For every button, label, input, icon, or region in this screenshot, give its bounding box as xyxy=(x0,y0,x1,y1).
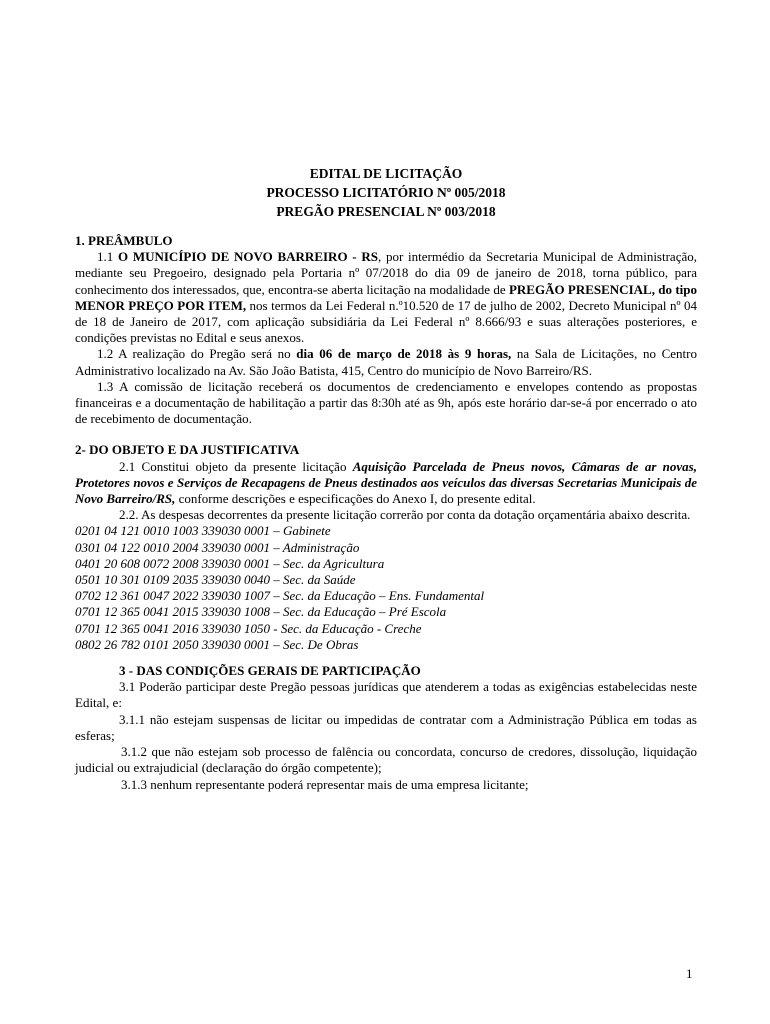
paragraph-2-1 xyxy=(75,459,697,508)
paragraph-1-1-text: , por intermédio da Secretaria Municipal de Administração, mediante seu Pregoeiro, designado pela Portaria nº 07/2018 do dia 09 de janeiro de 2018, torna público, para conhecimento dos interessados, que, encontra-se aberta licitação na modalidade de xyxy=(75,249,697,297)
paragraph-2-1-text: 2.1 Constitui objeto da presente licitação xyxy=(119,458,353,474)
section-3-heading: 3 - DAS CONDIÇÕES GERAIS DE PARTICIPAÇÃO xyxy=(119,663,421,679)
budget-line: 0401 20 608 0072 2008 339030 0001 – Sec. da Agricultura xyxy=(75,555,385,571)
document-title-block xyxy=(75,164,697,221)
auction-date: dia 06 de março de 2018 às 9 horas, xyxy=(296,346,512,362)
paragraph-2-2: 2.2. As despesas decorrentes da presente licitação correrão por conta da dotação orçamentária abaixo descrita. xyxy=(119,507,691,523)
document-title: EDITAL DE LICITAÇÃO xyxy=(309,166,463,181)
budget-line: 0702 12 361 0047 2022 339030 1007 – Sec. da Educação – Ens. Fundamental xyxy=(75,588,485,604)
object-description: Aquisição Parcelada de Pneus novos, Câmaras de ar novas, Protetores novos e Serviços de Recapagens de Pneus destinados aos veículos das diversas Secretarias Municipais de Novo Barreiro/RS, xyxy=(75,458,697,507)
budget-line: 0301 04 122 0010 2004 339030 0001 – Administração xyxy=(75,539,360,555)
budget-line: 0501 10 301 0109 2035 339030 0040 – Sec. da Saúde xyxy=(75,572,356,588)
paragraph-3-1-2: 3.1.2 que não estejam sob processo de falência ou concordata, concurso de credores, dissolução, liquidação judicial ou extrajudicial (declaração do órgão competente); xyxy=(75,744,697,776)
paragraph-3-1-1: 3.1.1 não estejam suspensas de licitar ou impedidas de contratar com a Administração Pública em todas as esferas; xyxy=(75,711,697,743)
paragraph-1-1 xyxy=(75,249,697,346)
municipality-name: O MUNICÍPIO DE NOVO BARREIRO - RS xyxy=(117,249,378,265)
budget-line: 0701 12 365 0041 2015 339030 1008 – Sec. da Educação – Pré Escola xyxy=(75,604,447,620)
pregao-number: PREGÃO PRESENCIAL Nº 003/2018 xyxy=(276,204,496,219)
section-1-heading: 1. PREÂMBULO xyxy=(75,233,173,248)
modality-text: PREGÃO PRESENCIAL, do tipo MENOR PREÇO POR ITEM, xyxy=(75,281,697,313)
budget-line: 0201 04 121 0010 1003 339030 0001 – Gabinete xyxy=(75,523,331,539)
paragraph-3-1: 3.1 Poderão participar deste Pregão pessoas jurídicas que atenderem a todas as exigências estabelecidas neste Edital, e: xyxy=(75,679,697,711)
section-2-heading: 2- DO OBJETO E DA JUSTIFICATIVA xyxy=(75,442,300,458)
paragraph-1-2-tail: na Sala de Licitações, no Centro Administrativo localizado na Av. São João Batista, 415, Centro do município de Novo Barreiro/RS. xyxy=(75,346,697,378)
paragraph-1-1-number: 1.1 xyxy=(97,249,118,265)
paragraph-3-1-3: 3.1.3 nenhum representante poderá representar mais de uma empresa licitante; xyxy=(121,776,529,792)
paragraph-1-1-tail: nos termos da Lei Federal n.º10.520 de 17 de julho de 2002, Decreto Municipal nº 04 de 18 de Janeiro de 2017, com aplicação subsidiária da Lei Federal nº 8.666/93 e suas alterações posteriores, e condições previstas no Edital e seus anexos. xyxy=(75,297,697,346)
document-page xyxy=(75,164,697,793)
paragraph-1-2-text: 1.2 A realização do Pregão será no xyxy=(97,346,297,362)
page-number: 1 xyxy=(686,966,693,981)
budget-line: 0802 26 782 0101 2050 339030 0001 – Sec. De Obras xyxy=(75,636,359,652)
paragraph-1-2 xyxy=(75,346,697,378)
paragraph-1-3: 1.3 A comissão de licitação receberá os documentos de credenciamento e envelopes contendo as propostas financeiras e a documentação de habilitação a partir das 8:30h até as 9h, após este horário dar-se-á por encerrado o ato de recebimento de documentação. xyxy=(75,378,697,427)
process-number: PROCESSO LICITATÓRIO Nº 005/2018 xyxy=(266,185,506,200)
paragraph-2-1-tail: conforme descrições e especificações do Anexo I, do presente edital. xyxy=(175,491,536,507)
budget-line: 0701 12 365 0041 2016 339030 1050 - Sec. da Educação - Creche xyxy=(75,620,422,636)
section-spacer xyxy=(75,427,697,442)
budget-allocation-list xyxy=(75,523,697,653)
